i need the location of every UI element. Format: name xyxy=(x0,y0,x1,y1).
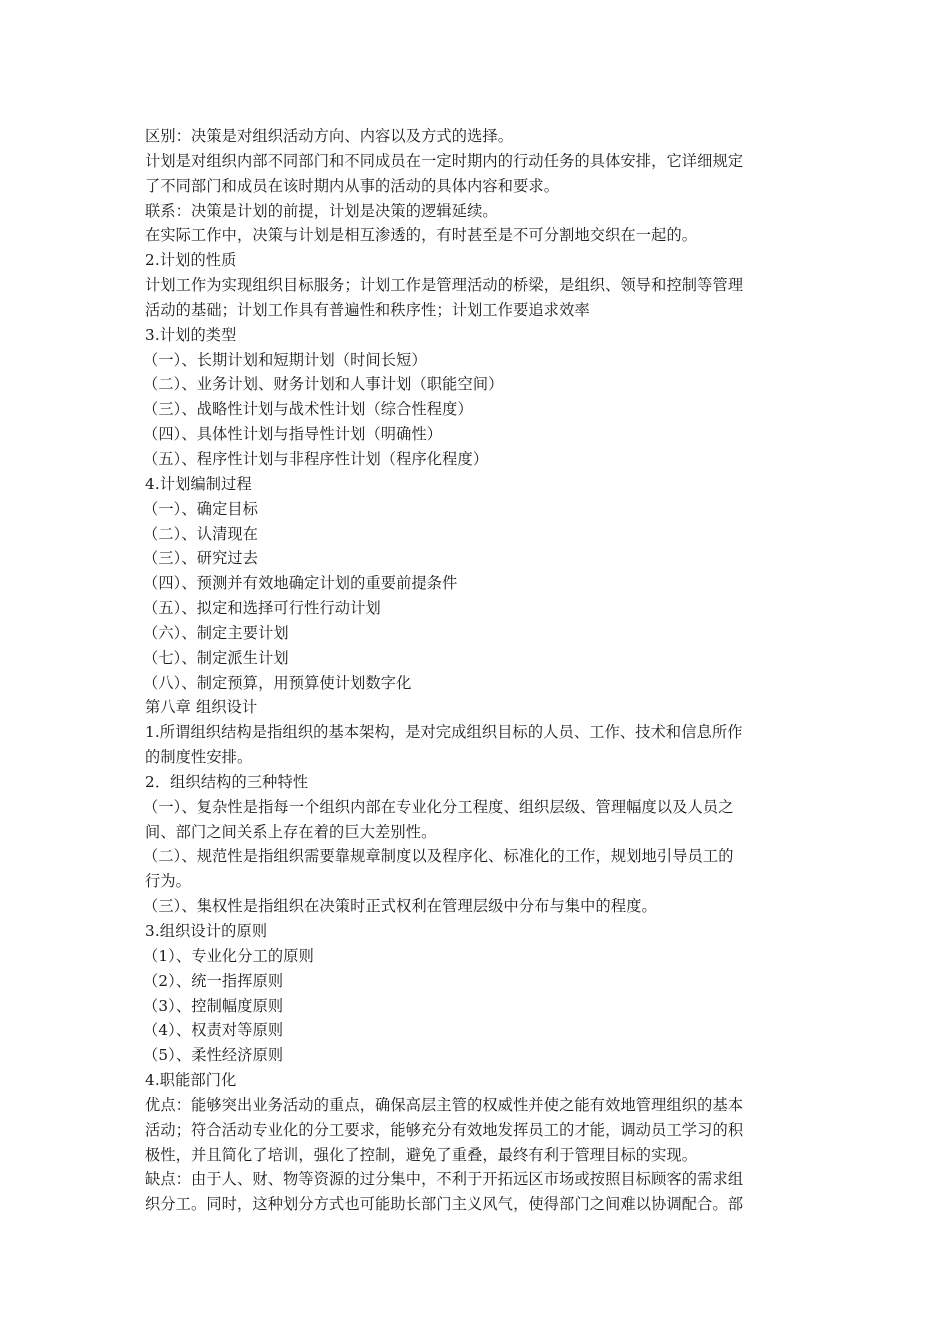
text-line: 行为。 xyxy=(145,872,192,891)
section-heading: 4.计划编制过程 xyxy=(145,474,252,493)
section-heading: 4.职能部门化 xyxy=(145,1071,237,1090)
text-line: 缺点：由于人、财、物等资源的过分集中，不利于开拓远区市场或按照目标顾客的需求组 xyxy=(145,1170,744,1189)
list-item: （一）、确定目标 xyxy=(143,499,259,518)
text-line: 间、部门之间关系上存在着的巨大差别性。 xyxy=(145,822,437,841)
list-item: （三）、集权性是指组织在决策时正式权利在管理层级中分布与集中的程度。 xyxy=(143,897,657,916)
text-line: 计划工作为实现组织目标服务；计划工作是管理活动的桥梁，是组织、领导和控制等管理 xyxy=(145,276,744,295)
chapter-heading: 第八章 组织设计 xyxy=(145,698,258,717)
text-line: 计划是对组织内部不同部门和不同成员在一定时期内的行动任务的具体安排，它详细规定 xyxy=(145,151,744,170)
list-item: （二）、业务计划、财务计划和人事计划（职能空间） xyxy=(143,375,504,394)
list-item: （四）、预测并有效地确定计划的重要前提条件 xyxy=(143,574,458,593)
document-body xyxy=(145,124,810,1217)
list-item: （五）、拟定和选择可行性行动计划 xyxy=(143,599,381,618)
list-item: （二）、认清现在 xyxy=(143,524,259,543)
list-item: （六）、制定主要计划 xyxy=(143,623,289,642)
section-heading: 2.计划的性质 xyxy=(145,251,237,270)
list-item: （三）、战略性计划与战术性计划（综合性程度） xyxy=(143,400,473,419)
list-item: （2）、统一指挥原则 xyxy=(143,971,284,990)
list-item: （4）、权责对等原则 xyxy=(143,1021,284,1040)
text-line: 联系：决策是计划的前提，计划是决策的逻辑延续。 xyxy=(145,201,498,220)
section-heading: 3.计划的类型 xyxy=(145,325,237,344)
text-line: 1.所谓组织结构是指组织的基本架构，是对完成组织目标的人员、工作、技术和信息所作 xyxy=(145,723,743,742)
list-item: （五）、程序性计划与非程序性计划（程序化程度） xyxy=(143,449,489,468)
list-item: （八）、制定预算，用预算使计划数字化 xyxy=(143,673,412,692)
list-item: （一）、长期计划和短期计划（时间长短） xyxy=(143,350,427,369)
list-item: （七）、制定派生计划 xyxy=(143,648,289,667)
section-heading: 2．组织结构的三种特性 xyxy=(145,772,309,791)
list-item: （1）、专业化分工的原则 xyxy=(143,946,314,965)
text-line: 活动的基础；计划工作具有普遍性和秩序性；计划工作要追求效率 xyxy=(145,300,590,319)
list-item: （5）、柔性经济原则 xyxy=(143,1046,284,1065)
list-item: （三）、研究过去 xyxy=(143,549,259,568)
list-item: （一）、复杂性是指每一个组织内部在专业化分工程度、组织层级、管理幅度以及人员之 xyxy=(143,797,734,816)
list-item: （3）、控制幅度原则 xyxy=(143,996,284,1015)
list-item: （四）、具体性计划与指导性计划（明确性） xyxy=(143,425,443,444)
text-line: 活动；符合活动专业化的分工要求，能够充分有效地发挥员工的才能，调动员工学习的积 xyxy=(145,1120,744,1139)
section-heading: 3.组织设计的原则 xyxy=(145,922,268,940)
text-line: 在实际工作中，决策与计划是相互渗透的，有时甚至是不可分割地交织在一起的。 xyxy=(145,226,698,245)
list-item: （二）、规范性是指组织需要靠规章制度以及程序化、标准化的工作，规划地引导员工的 xyxy=(143,847,734,866)
text-line: 极性，并且简化了培训，强化了控制，避免了重叠，最终有利于管理目标的实现。 xyxy=(145,1145,698,1164)
text-line: 优点：能够突出业务活动的重点，确保高层主管的权威性并使之能有效地管理组织的基本 xyxy=(145,1095,744,1114)
text-line: 了不同部门和成员在该时期内从事的活动的具体内容和要求。 xyxy=(145,176,560,195)
text-line: 的制度性安排。 xyxy=(145,748,253,767)
text-line: 区别：决策是对组织活动方向、内容以及方式的选择。 xyxy=(145,127,514,145)
text-line: 织分工。同时，这种划分方式也可能助长部门主义风气，使得部门之间难以协调配合。部 xyxy=(145,1195,744,1214)
